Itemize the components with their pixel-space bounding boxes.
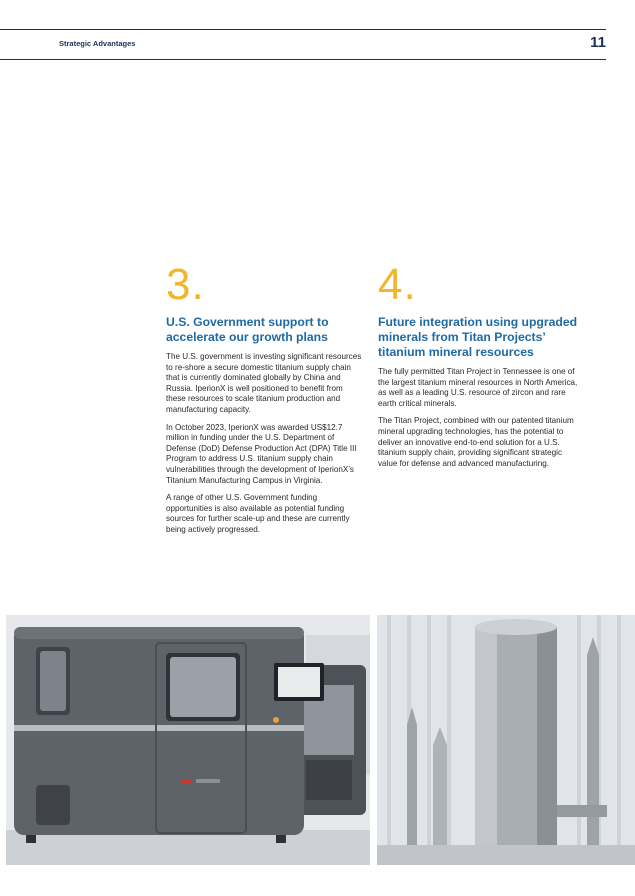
advantage-4-numeral: 4. (378, 260, 417, 309)
processing-vessel-illustration (377, 615, 635, 865)
advantage-4-heading: Future integration using upgraded minerals from Titan Projects’ titanium mineral resources (378, 315, 578, 359)
page-number: 11 (590, 34, 606, 51)
advantage-3-numeral: 3. (166, 260, 205, 309)
advantage-4-column (378, 260, 578, 476)
manufacturing-machine-photo (6, 615, 370, 865)
header-rule-top (0, 29, 606, 30)
advantage-4-paragraph: The fully permitted Titan Project in Tennessee is one of the largest titanium mineral resources in North America, as well as a leading U.S. resource of zircon and rare earth critical minerals. (378, 367, 578, 408)
advantage-3-paragraph: A range of other U.S. Government funding opportunities is also available as potential funding sources for further scale-up and these are currently being actively progressed. (166, 493, 350, 534)
advantage-3-paragraph: The U.S. government is investing significant resources to re-shore a secure domestic titanium supply chain that is currently dominated globally by China and Russia. IperionX is well positioned to benefit from these resources to scale titanium production and manufacturing capacity. (166, 352, 362, 414)
processing-vessel-photo (377, 615, 635, 865)
advantage-3-column (166, 260, 364, 543)
advantage-3-paragraph: In October 2023, IperionX was awarded US$12.7 million in funding under the U.S. Department of Defense (DoD) Defense Production Act (DPA) Title III Program to address U.S. titanium supply chain vulnerabilities through the development of IperionX’s Titanium Manufacturing Campus in Virginia. (166, 422, 357, 485)
section-label: Strategic Advantages (59, 39, 136, 48)
advantage-4-paragraph: The Titan Project, combined with our patented titanium mineral upgrading technologies, has the potential to deliver an innovative end-to-end solution for a U.S. titanium supply chain, providing significant strategic value for defense and advanced manufacturing. (378, 416, 574, 468)
header-rule-bottom (0, 59, 606, 60)
advantage-3-heading: U.S. Government support to accelerate our growth plans (166, 315, 329, 344)
manufacturing-machine-illustration (6, 615, 370, 865)
